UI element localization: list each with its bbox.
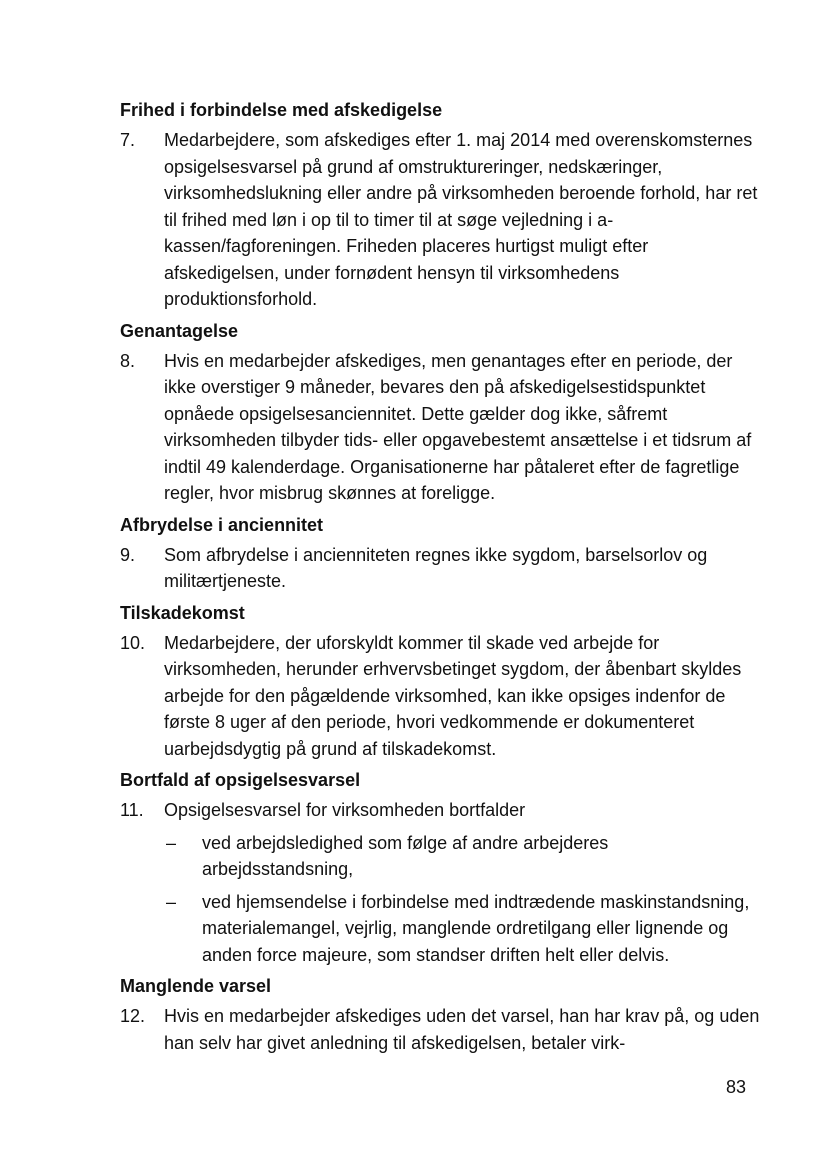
section-heading-bortfald: Bortfald af opsigelsesvarsel <box>120 770 361 790</box>
paragraph-9 <box>120 542 760 595</box>
paragraph-text: Som afbrydelse i ancienniteten regnes ikke sygdom, barselsorlov og militærtjeneste. <box>164 544 708 591</box>
paragraph-number: 12. <box>120 1006 146 1026</box>
paragraph-12 <box>120 1003 760 1056</box>
bullet-text: ved arbejdsledighed som følge af andre arbejderes arbejdsstandsning, <box>202 832 609 879</box>
bullet-text: ved hjemsendelse i forbindelse med indtrædende maskinstandsning, materialemangel, vejrlig, manglende ordretilgang eller lignende og anden force majeure, som standser driften helt eller delvis. <box>202 891 750 965</box>
paragraph-number: 8. <box>120 350 136 371</box>
page-content <box>120 98 760 1062</box>
paragraph-number: 9. <box>120 544 136 565</box>
bullet-marker: – <box>166 832 177 853</box>
paragraph-text: Medarbejdere, som afskediges efter 1. maj 2014 med overenskomsternes opsigelsesvarsel på grund af omstruktureringer, nedskæringer, virksomhedslukning eller andre på virksomheden beroende forhold, har ret til frihed med løn i op til to timer til at søge vejledning i a- kassen/fagforeningen. Friheden placeres hurtigst muligt efter afskedigelsen, under fornødent hensyn til virksomhedens produktionsforhold. <box>164 130 758 309</box>
paragraph-text: Opsigelsesvarsel for virksomheden bortfalder <box>164 800 526 820</box>
section-heading-genantagelse: Genantagelse <box>120 320 239 341</box>
section-heading-manglende-varsel: Manglende varsel <box>120 976 272 996</box>
paragraph-number: 7. <box>120 130 136 150</box>
paragraph-8 <box>120 348 760 507</box>
bullet-item <box>164 889 760 969</box>
bullet-marker: – <box>166 891 177 912</box>
page-number: 83 <box>726 1077 747 1097</box>
paragraph-number: 10. <box>120 632 146 653</box>
paragraph-text: Hvis en medarbejder afskediges, men genantages efter en periode, der ikke overstiger 9 måneder, bevares den på afskedigelsestidspunktet opnåede opsigelsesanciennitet. Dette gælder dog ikke, såfremt virksomheden tilbyder tids- eller opgavebestemt ansættelse i et tidsrum af indtil 49 kalenderdage. Organisationerne har påtaleret efter de fagretlige regler, hvor misbrug skønnes at foreligge. <box>164 350 752 503</box>
section-heading-frihed: Frihed i forbindelse med afskedigelse <box>120 100 443 120</box>
section-heading-tilskadekomst: Tilskadekomst <box>120 602 245 623</box>
section-heading-afbrydelse: Afbrydelse i anciennitet <box>120 514 324 535</box>
paragraph-text: Medarbejdere, der uforskyldt kommer til skade ved arbejde for virksomheden, herunder erhvervsbetinget sygdom, der åbenbart skyldes arbejde for den pågældende virksomhed, kan ikke opsiges indenfor de første 8 uger af den periode, hvori vedkommende er dokumenteret uarbejdsdygtig på grund af tilskadekomst. <box>164 632 742 759</box>
bullet-item <box>164 830 760 883</box>
paragraph-11 <box>120 797 760 968</box>
paragraph-text: Hvis en medarbejder afskediges uden det varsel, han har krav på, og uden han selv har givet anledning til afskedigelsen, betaler virk- <box>164 1006 760 1053</box>
paragraph-7 <box>120 127 760 313</box>
paragraph-number: 11. <box>120 800 144 820</box>
paragraph-10 <box>120 630 760 763</box>
